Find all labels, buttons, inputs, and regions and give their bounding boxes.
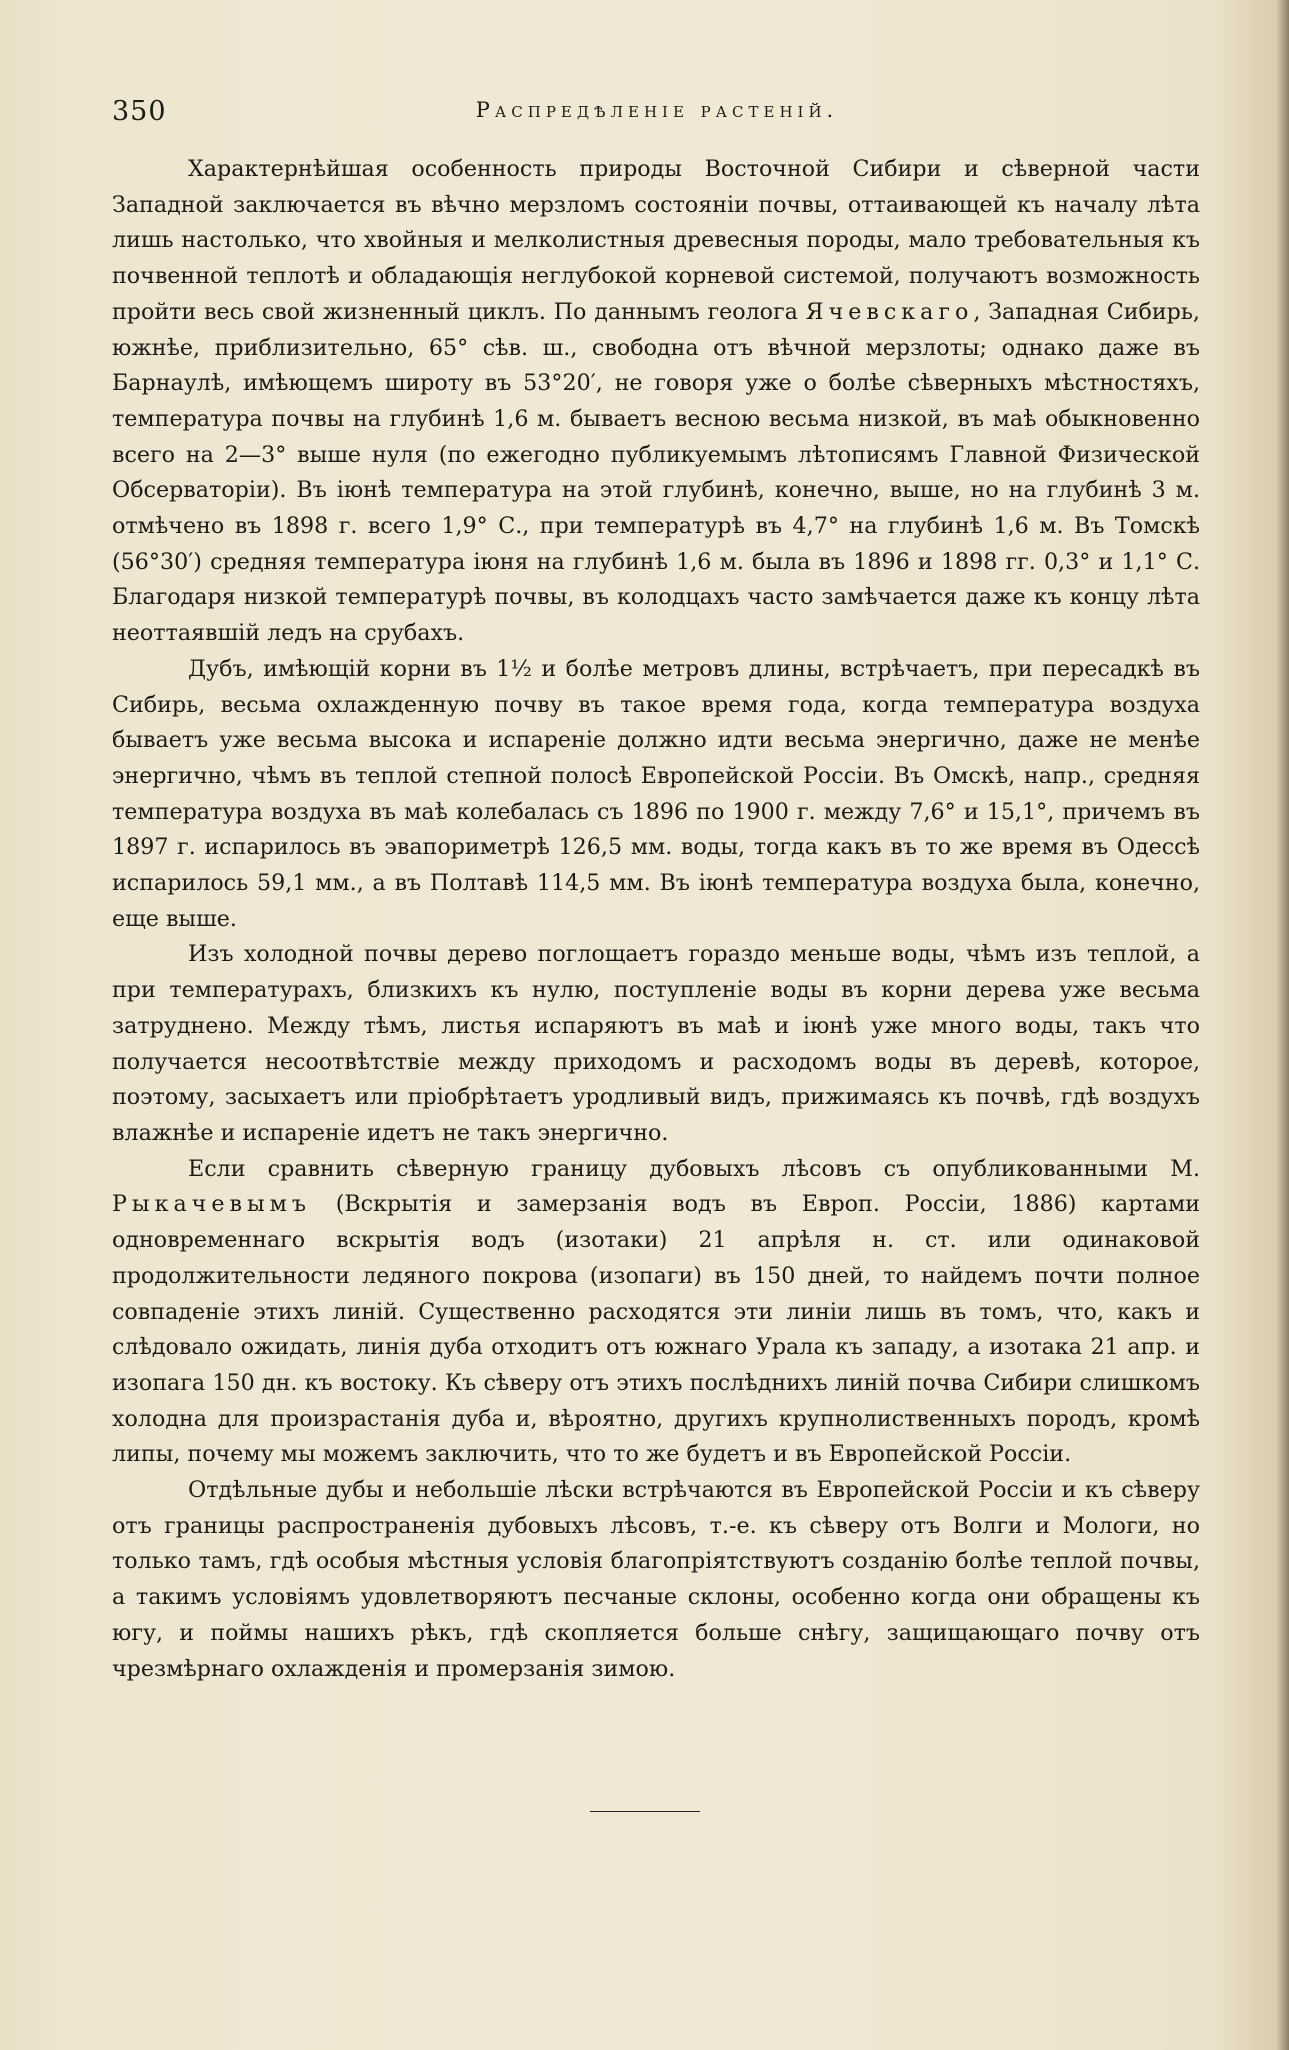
page-header [112,96,1202,136]
paragraph-text-continued: , Западная Сибирь, южнѣе, приблизительно, 65° сѣв. ш., свободна отъ вѣчной мерзлоты; однако даже въ Барнаулѣ, имѣющемъ широту въ 53°20′, не говоря уже о болѣе сѣверныхъ мѣстностяхъ, температура почвы на глубинѣ 1,6 м. бываетъ весною весьма низкой, въ маѣ обыкновенно всего на 2—3° выше нуля (по ежегодно публикуемымъ лѣтописямъ Главной Физической Обсерваторіи). Въ іюнѣ температура на этой глубинѣ, конечно, выше, но на глубинѣ 3 м. отмѣчено въ 1898 г. всего 1,9° С., при температурѣ въ 4,7° на глубинѣ 1,6 м. Въ Томскѣ (56°30′) средняя температура іюня на глубинѣ 1,6 м. была въ 1896 и 1898 гг. 0,3° и 1,1° С. Благодаря низкой температурѣ почвы, въ колодцахъ часто замѣчается даже къ концу лѣта неоттаявшій ледъ на срубахъ. [112,298,1200,647]
running-title: Распредѣленіе растеній. [475,98,839,122]
paragraph-text: Отдѣльные дубы и небольшіе лѣски встрѣчаются въ Европейской Россіи и къ сѣверу отъ границы распространенія дубовыхъ лѣсовъ, т.-е. къ сѣверу отъ Волги и Мологи, но только тамъ, гдѣ особыя мѣстныя условія благопріятствуютъ созданію болѣе теплой почвы, а такимъ условіямъ удовлетворяютъ песчаные склоны, особенно когда они обращены къ югу, и поймы нашихъ рѣкъ, гдѣ скопляется больше снѣгу, защищающаго почву отъ чрезмѣрнаго охлажденія и промерзанія зимою. [112,1477,1200,1682]
paragraph-text: Изъ холодной почвы дерево поглощаетъ гораздо меньше воды, чѣмъ изъ теплой, а при температурахъ, близкихъ къ нулю, поступленіе воды въ корни дерева уже весьма затруднено. Между тѣмъ, листья испаряютъ въ маѣ и іюнѣ уже много воды, такъ что получается несоотвѣтствіе между приходомъ и расходомъ воды въ деревѣ, которое, поэтому, засыхаетъ или пріобрѣтаетъ уродливый видъ, прижимаясь къ почвѣ, гдѣ воздухъ влажнѣе и испареніе идетъ не такъ энергично. [112,941,1200,1146]
author-name-yachevsky: Ячевскаго [805,298,974,325]
paragraph-cold-soil [112,937,1200,1151]
page-number: 350 [112,96,167,127]
author-name-rykachev: Рыкачевымъ [112,1191,312,1218]
paragraph-isolated-oaks [112,1473,1200,1687]
paragraph-text: Если сравнить сѣверную границу дубовыхъ лѣсовъ съ опубликованными М. [188,1155,1200,1182]
paragraph-text: Дубъ, имѣющій корни въ 1½ и болѣе метровъ длины, встрѣчаетъ, при пересадкѣ въ Сибирь, весьма охлажденную почву въ такое время года, когда температура воздуха бываетъ уже весьма высока и испареніе должно идти весьма энергично, даже не менѣе энергично, чѣмъ въ теплой степной полосѣ Европейской Россіи. Въ Омскѣ, напр., средняя температура воздуха въ маѣ колебалась съ 1896 по 1900 г. между 7,6° и 15,1°, причемъ въ 1897 г. испарилось въ эвапориметрѣ 126,5 мм. воды, тогда какъ въ то же время въ Одессѣ испарилось 59,1 мм., а въ Полтавѣ 114,5 мм. Въ іюнѣ температура воздуха была, конечно, еще выше. [112,655,1200,932]
paragraph-oak-boundary [112,1152,1200,1473]
paragraph-oak-roots [112,652,1200,938]
paragraph-text: Характернѣйшая особенность природы Восточной Сибири и сѣверной части Западной заключается въ вѣчно мерзломъ состояніи почвы, оттаивающей къ началу лѣта лишь настолько, что хвойныя и мелколистныя древесныя породы, мало требовательныя къ почвенной теплотѣ и обладающія неглубокой корневой системой, получаютъ возможность пройти весь свой жизненный циклъ. По даннымъ геолога [112,156,1200,325]
section-end-rule [590,1811,700,1812]
body-text [112,152,1200,1687]
paragraph-text-continued: (Вскрытія и замерзанія водъ въ Европ. Россіи, 1886) картами одновременнаго вскрытія водъ (изотаки) 21 апрѣля н. ст. или одинаковой продолжительности ледяного покрова (изопаги) въ 150 дней, то найдемъ почти полное совпаденіе этихъ линій. Существенно расходятся эти линіи лишь въ томъ, что, какъ и слѣдовало ожидать, линія дуба отходитъ отъ южнаго Урала къ западу, а изотака 21 апр. и изопага 150 дн. къ востоку. Къ сѣверу отъ этихъ послѣднихъ линій почва Сибири слишкомъ холодна для произрастанія дуба и, вѣроятно, другихъ крупнолиственныхъ породъ, кромѣ липы, почему мы можемъ заключить, что то же будетъ и въ Европейской Россіи. [112,1191,1200,1468]
paragraph-permafrost [112,152,1200,652]
